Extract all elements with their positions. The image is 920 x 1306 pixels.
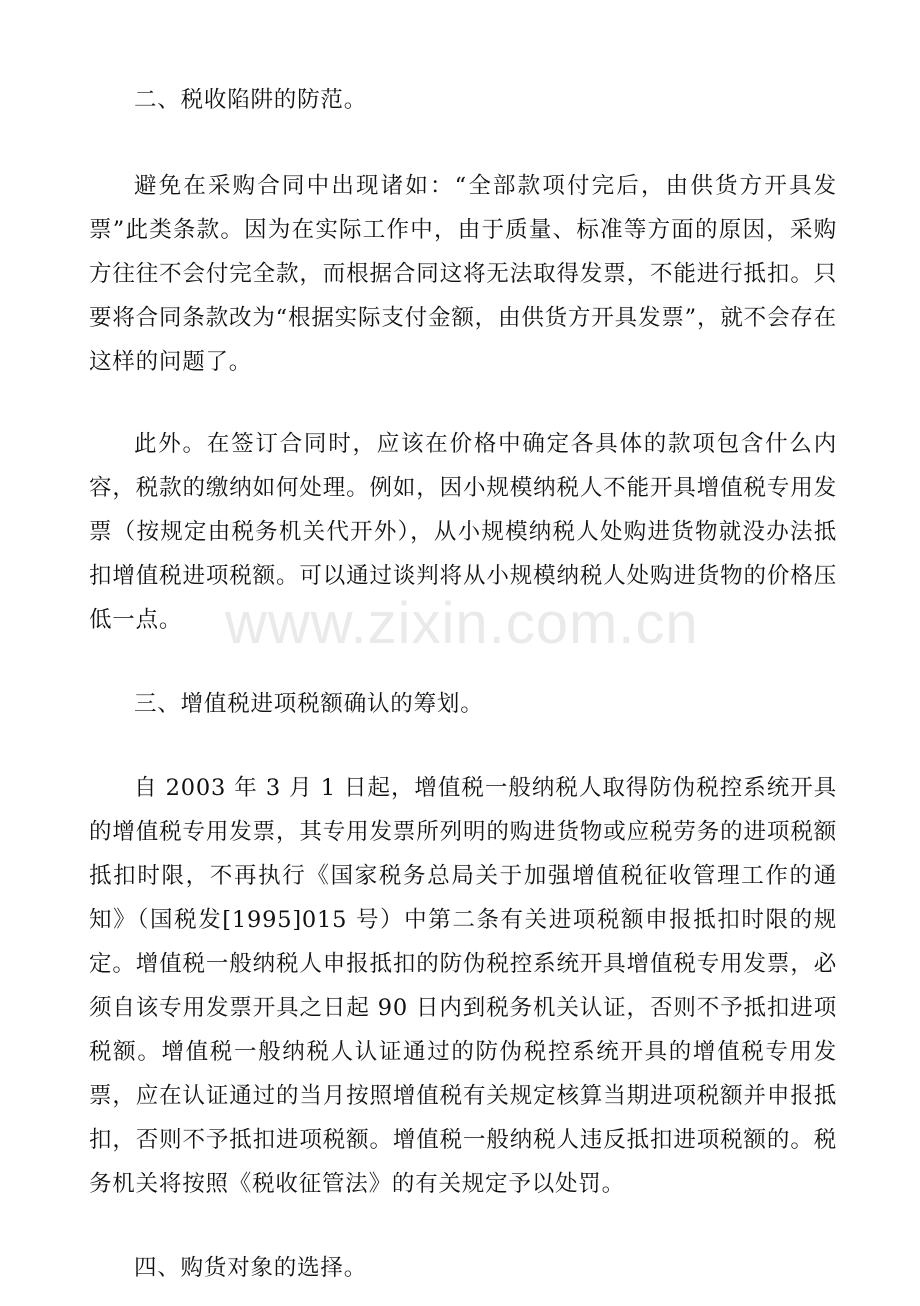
section-4-heading: 四、购货对象的选择。 xyxy=(134,1255,368,1281)
watermark-text: www.zixin.com.cn xyxy=(225,591,699,656)
section-2-heading: 二、税收陷阱的防范。 xyxy=(134,87,368,113)
paragraph-contract-clause: 避免在采购合同中出现诸如：“全部款项付完后，由供货方开具发票”此类条款。因为在实际工作中，由于质量、标准等方面的原因，采购方往往不会付完全款，而根据合同这将无法取得发票，不能进行抵扣。只要将合同条款改为“根据实际支付金额，由供货方开具发票”，就不会存在这样的问题了。 xyxy=(89,173,837,375)
section-3-heading: 三、增值税进项税额确认的筹划。 xyxy=(134,691,484,717)
document-body xyxy=(89,78,837,1290)
paragraph-price-negotiation: 此外。在签订合同时，应该在价格中确定各具体的款项包含什么内容，税款的缴纳如何处理。例如，因小规模纳税人不能开具增值税专用发票（按规定由税务机关代开外），从小规模纳税人处购进货物就没办法抵扣增值税进项税额。可以通过谈判将从小规模纳税人处购进货物的价格压低一点。 xyxy=(89,431,837,633)
paragraph-input-tax-certification: 自 2003 年 3 月 1 日起，增值税一般纳税人取得防伪税控系统开具的增值税专用发票，其专用发票所列明的购进货物或应税劳务的进项税额抵扣时限，不再执行《国家税务总局关于加强增值税征收管理工作的通知》（国税发[1995]015 号）中第二条有关进项税额申报抵扣时限的规定。增值税一般纳税人申报抵扣的防伪税控系统开具增值税专用发票，必须自该专用发票开具之日起 90 日内到税务机关认证，否则不予抵扣进项税额。增值税一般纳税人认证通过的防伪税控系统开具的增值税专用发票，应在认证通过的当月按照增值税有关规定核算当期进项税额并申报抵扣，否则不予抵扣进项税额。增值税一般纳税人违反抵扣进项税额的。税务机关将按照《税收征管法》的有关规定予以处罚。 xyxy=(89,775,837,1197)
